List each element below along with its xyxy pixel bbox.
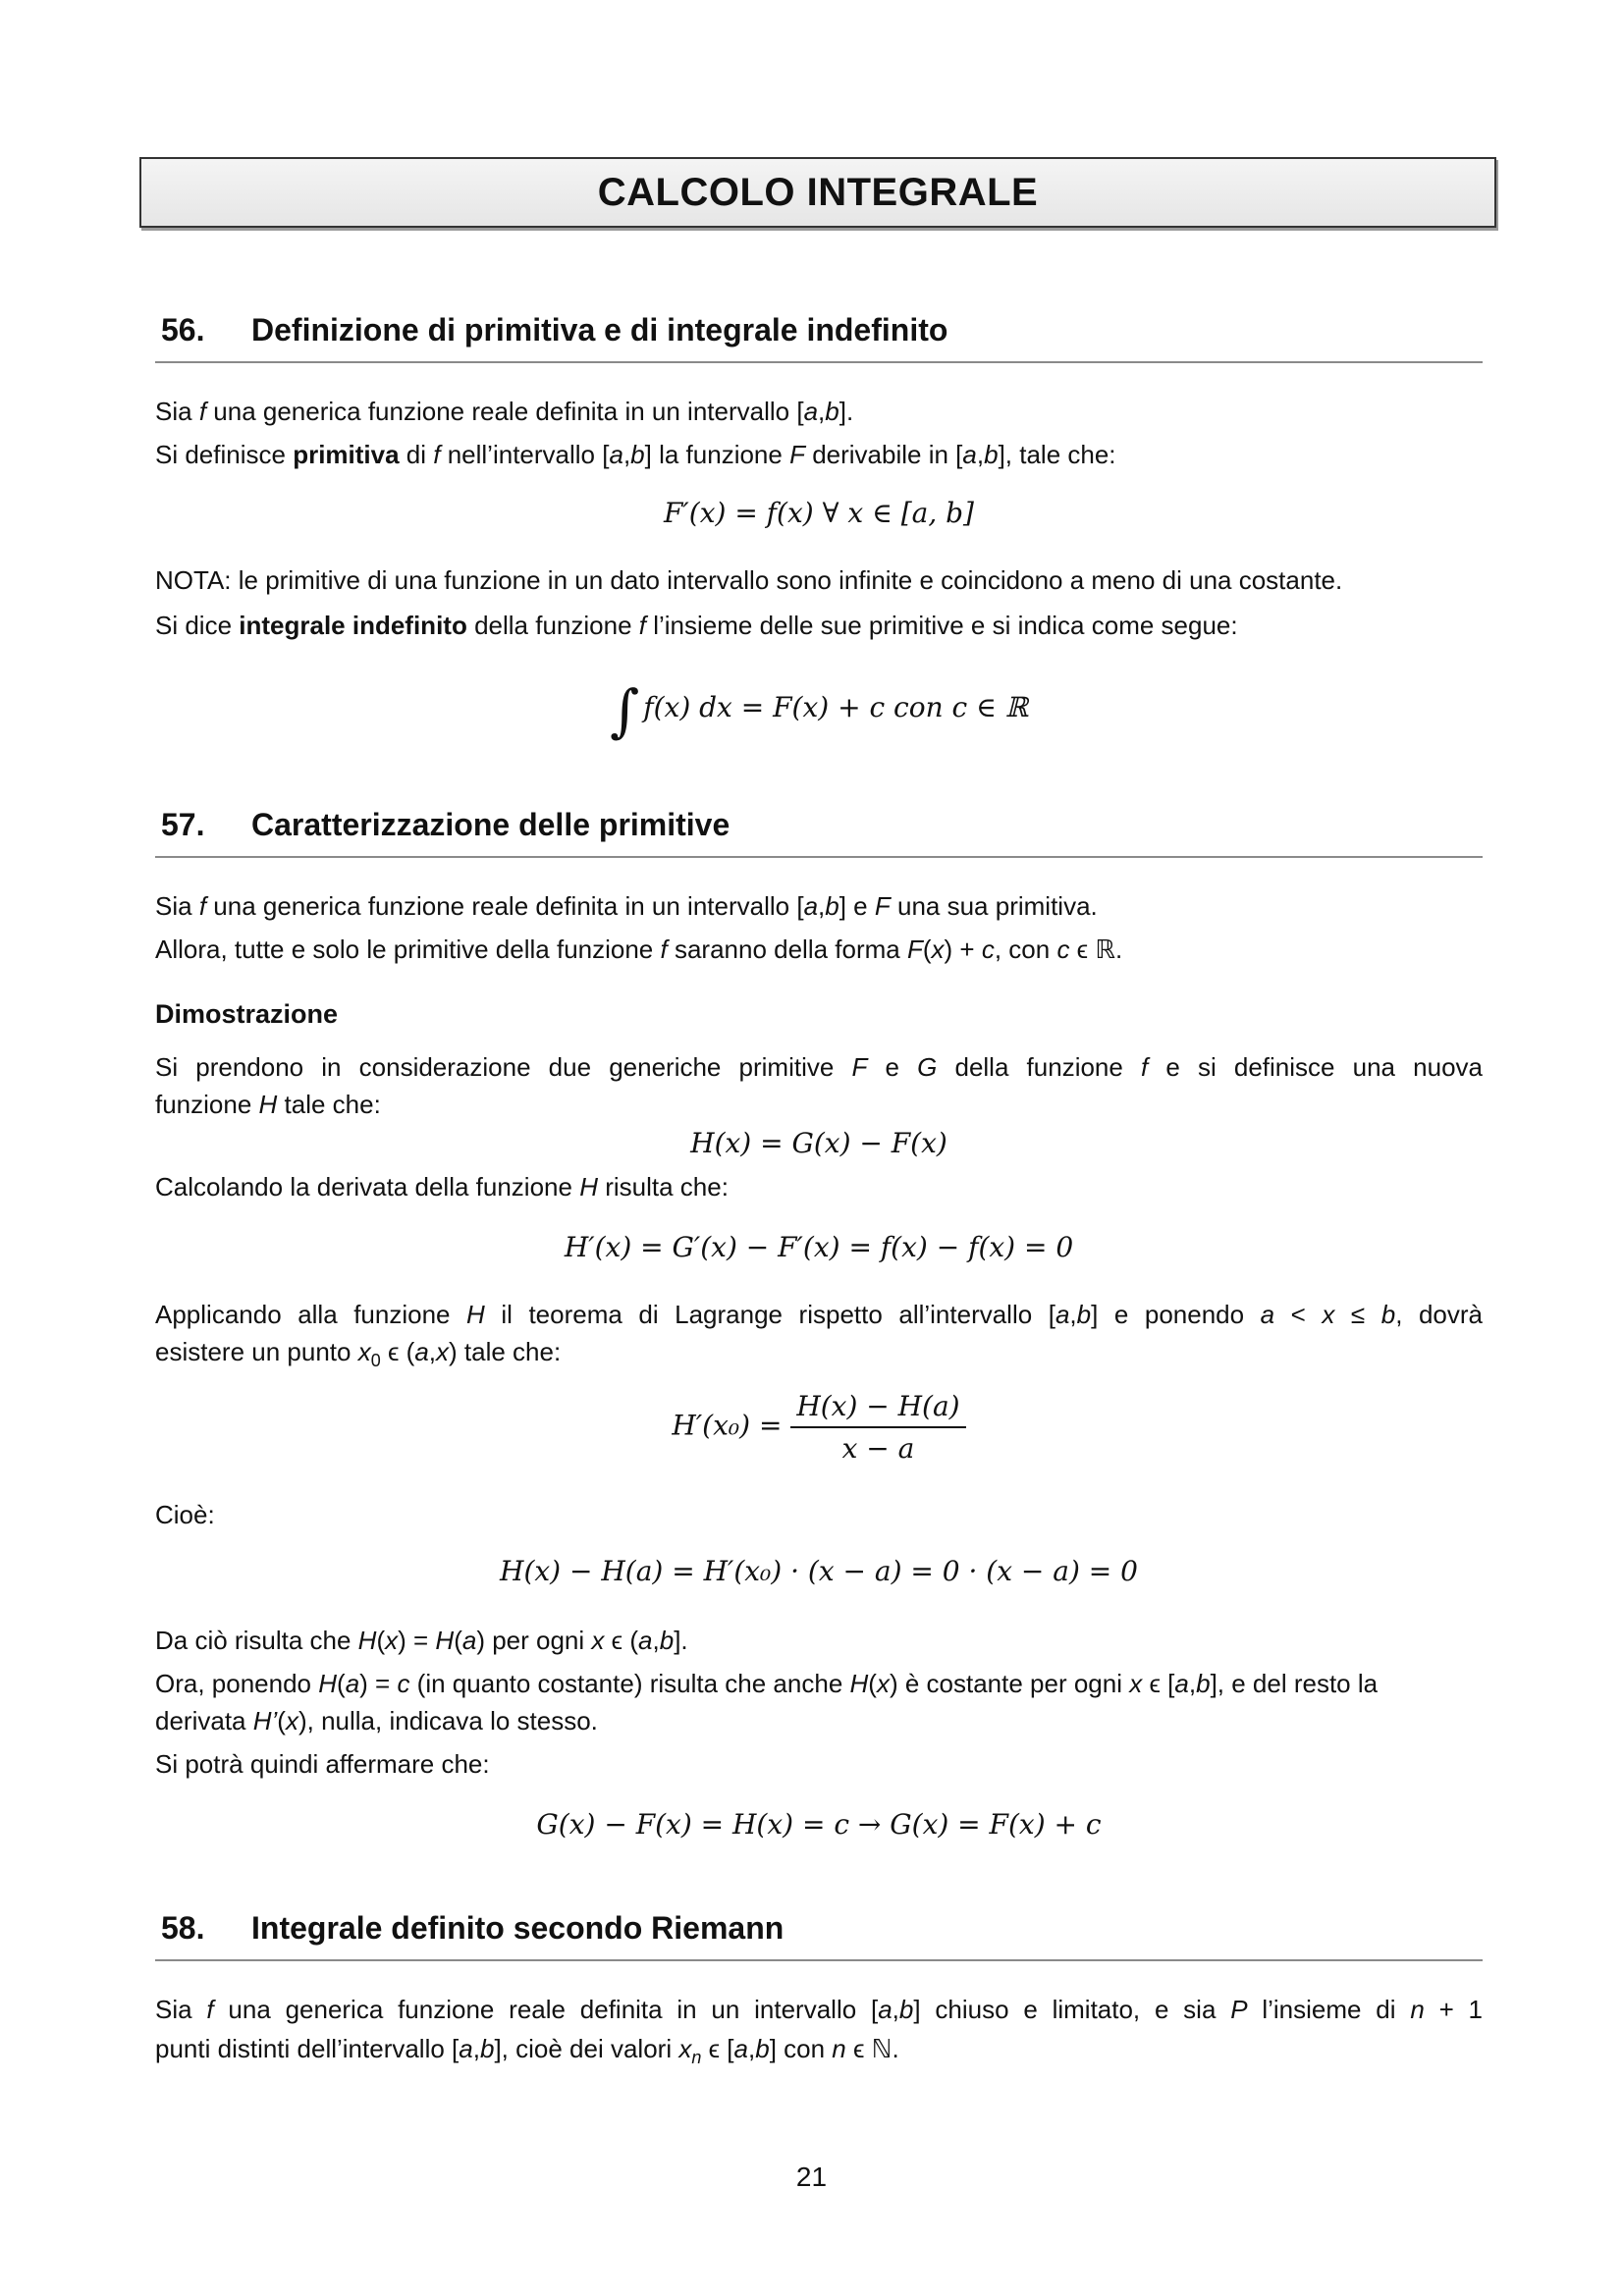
text-run: Si dice [155, 611, 240, 640]
text-run: NOTA: le primitive di una funzione in un dato intervallo sono infinite e coincidono a meno di una costante. [155, 565, 1343, 595]
text-run: b [1380, 1300, 1396, 1329]
text-run: x [357, 1337, 371, 1366]
text-run: l’insieme di [1247, 1995, 1411, 2024]
paragraph [155, 1991, 1483, 2028]
equation-indefinite-integral [155, 677, 1483, 744]
text-run: e [867, 1052, 918, 1082]
text-run: il teorema di Lagrange rispetto all’intervallo [ [484, 1300, 1055, 1329]
section-title: Definizione di primitiva e di integrale indefinito [251, 312, 948, 347]
text-run: < [1274, 1300, 1323, 1329]
text-run: ] con [769, 2034, 833, 2063]
text-run: a [878, 1995, 893, 2024]
text-run: ] la funzione [644, 440, 790, 469]
paragraph [155, 2030, 1483, 2076]
text-run: a [733, 2034, 748, 2063]
note-paragraph [155, 561, 1483, 599]
text-run: F [906, 934, 923, 964]
text-run: b [898, 1995, 914, 2024]
text-run: H [318, 1669, 338, 1698]
integral-expression: f(x) dx = F(x) + c con c ∈ ℝ [643, 691, 1028, 723]
text-run: ) = [398, 1626, 436, 1655]
text-run: Sia [155, 397, 199, 426]
text-run: , [1069, 1300, 1077, 1329]
text-run: tale che: [277, 1090, 381, 1119]
text-run: ϵ ℝ. [1069, 934, 1123, 964]
paragraph [155, 393, 1483, 430]
text-run: primitiva [293, 440, 400, 469]
text-run: funzione [155, 1090, 259, 1119]
text-run: Si potrà quindi affermare che: [155, 1749, 490, 1779]
text-run: a [1260, 1300, 1275, 1329]
section-number: 56. [161, 312, 205, 347]
text-run: F [789, 440, 805, 469]
text-run: f [638, 611, 646, 640]
paragraph [155, 1702, 1483, 1739]
text-run: a [609, 440, 623, 469]
text-run: ϵ [ [1142, 1669, 1175, 1698]
text-run: a [962, 440, 977, 469]
text-run: Calcolando la derivata della funzione [155, 1172, 580, 1201]
text-run: b [659, 1626, 675, 1655]
text-run: ) tale che: [449, 1337, 562, 1366]
paragraph [155, 887, 1483, 925]
text-run: ≤ [1334, 1300, 1381, 1329]
text-run: H [258, 1090, 278, 1119]
text-run: della funzione [466, 611, 639, 640]
paragraph [155, 436, 1483, 473]
text-run: x [931, 934, 945, 964]
text-run: Si prendono in considerazione due generiche primitive [155, 1052, 852, 1082]
text-run: ) per ogni [476, 1626, 592, 1655]
text-run: , dovrà [1395, 1300, 1483, 1329]
text-run: b [1196, 1669, 1211, 1698]
text-run: n [832, 2034, 846, 2063]
text-run: ( [277, 1706, 286, 1735]
text-run: Si definisce [155, 440, 294, 469]
text-run: a [803, 891, 819, 921]
section-heading-58 [155, 1904, 1483, 1961]
text-run: , [892, 1995, 899, 2024]
text-run: b [984, 440, 999, 469]
text-run: x [385, 1626, 399, 1655]
text-run: ]. [839, 397, 854, 426]
text-run: b [630, 440, 645, 469]
text-run: n [1410, 1995, 1425, 2024]
text-run: f [206, 1995, 214, 2024]
text-run: c [981, 934, 995, 964]
text-run: n [691, 2048, 702, 2068]
text-run: Sia [155, 1995, 207, 2024]
text-run: b [755, 2034, 770, 2063]
text-run: , [622, 440, 631, 469]
page-number: 21 [795, 2162, 828, 2192]
text-run: a [414, 1337, 429, 1366]
text-run: Cioè: [155, 1500, 215, 1529]
denominator: x − a [841, 1432, 915, 1465]
text-run: ( [868, 1669, 877, 1698]
text-run: F [851, 1052, 868, 1082]
text-run: ], tale che: [998, 440, 1116, 469]
section-number: 57. [161, 807, 205, 842]
section-heading-56 [155, 306, 1483, 363]
paragraph [155, 931, 1483, 968]
section-number: 58. [161, 1910, 205, 1946]
equation-h-derivative: H′(x) = G′(x) − F′(x) = f(x) − f(x) = 0 [564, 1231, 1074, 1263]
text-run: x [1322, 1300, 1335, 1329]
paragraph [155, 1333, 1483, 1379]
equation-conclusion: G(x) − F(x) = H(x) = c → G(x) = F(x) + c [536, 1808, 1102, 1841]
text-run: x [678, 2034, 692, 2063]
text-run: H [849, 1669, 869, 1698]
text-run: H’ [252, 1706, 278, 1735]
text-run: f [1141, 1052, 1149, 1082]
text-run: derivata [155, 1706, 253, 1735]
text-run: risulta che: [597, 1172, 729, 1201]
text-run: , con [994, 934, 1057, 964]
text-run: di [399, 440, 434, 469]
text-run: (in quanto costante) risulta che anche [409, 1669, 850, 1698]
paragraph [155, 607, 1483, 644]
text-run: x [1129, 1669, 1143, 1698]
section-title: Caratterizzazione delle primitive [251, 807, 730, 842]
text-run: a [1055, 1300, 1070, 1329]
text-run: Ora, ponendo [155, 1669, 319, 1698]
text-run: f [433, 440, 441, 469]
fraction [790, 1390, 965, 1465]
text-run: ) è costante per ogni [889, 1669, 1130, 1698]
text-run: una generica funzione reale definita in un intervallo [ [206, 891, 804, 921]
proof-heading: Dimostrazione [155, 999, 339, 1029]
text-run: b [825, 397, 839, 426]
text-run: H [357, 1626, 377, 1655]
text-run: punti distinti dell’intervallo [ [155, 2034, 460, 2063]
text-run: saranno della forma [667, 934, 907, 964]
text-run: una sua primitiva. [890, 891, 1098, 921]
section-heading-57 [155, 801, 1483, 858]
text-run: ]. [674, 1626, 688, 1655]
text-run: + 1 [1424, 1995, 1483, 2024]
text-run: nell’intervallo [ [440, 440, 610, 469]
paragraph [155, 1496, 1483, 1533]
text-run: a [345, 1669, 360, 1698]
text-run: derivabile in [ [804, 440, 963, 469]
text-run: Allora, tutte e solo le primitive della funzione [155, 934, 661, 964]
equation-h-definition: H(x) = G(x) − F(x) [690, 1127, 947, 1159]
text-run: x [876, 1669, 890, 1698]
text-run: b [1076, 1300, 1092, 1329]
text-run: , [747, 2034, 756, 2063]
text-run: ( [922, 934, 932, 964]
text-run: H [435, 1626, 455, 1655]
paragraph [155, 1296, 1483, 1333]
numerator: H(x) − H(a) [790, 1390, 965, 1428]
lagrange-lhs: H′(x₀) = [672, 1409, 783, 1442]
text-run: Sia [155, 891, 199, 921]
text-run: una generica funzione reale definita in un intervallo [ [213, 1995, 879, 2024]
equation-lagrange [155, 1390, 1483, 1465]
text-run: e si definisce una nuova [1148, 1052, 1483, 1082]
text-run: ϵ [ [701, 2034, 734, 2063]
paragraph [155, 1745, 1483, 1783]
text-run: ], cioè dei valori [494, 2034, 679, 2063]
text-run: x [591, 1626, 605, 1655]
text-run: , [428, 1337, 437, 1366]
paragraph [155, 1086, 1483, 1123]
paragraph [155, 1168, 1483, 1205]
text-run: a [1174, 1669, 1189, 1698]
text-run: ] e [839, 891, 875, 921]
text-run: H [466, 1300, 485, 1329]
text-run: , [1188, 1669, 1197, 1698]
text-run: ), nulla, indicava lo stesso. [298, 1706, 598, 1735]
chapter-title-box [139, 157, 1496, 228]
text-run: integrale indefinito [239, 611, 467, 640]
text-run: , [818, 891, 826, 921]
text-run: ( [337, 1669, 346, 1698]
text-run: x [285, 1706, 298, 1735]
text-run: G [917, 1052, 938, 1082]
text-run: x [436, 1337, 450, 1366]
text-run: ϵ ( [604, 1626, 639, 1655]
equation-h-constant: H(x) − H(a) = H′(x₀) · (x − a) = 0 · (x − a) = 0 [500, 1555, 1138, 1587]
text-run: ( [454, 1626, 462, 1655]
text-run: F [874, 891, 891, 921]
text-run: b [825, 891, 839, 921]
text-run: c [1056, 934, 1070, 964]
text-run: f [660, 934, 668, 964]
text-run: a [459, 2034, 473, 2063]
text-run: ) + [944, 934, 982, 964]
paragraph [155, 1048, 1483, 1086]
text-run: f [198, 891, 207, 921]
text-run: Da ciò risulta che [155, 1626, 358, 1655]
text-run: b [479, 2034, 495, 2063]
text-run: , [818, 397, 826, 426]
text-run: ϵ ℕ. [845, 2034, 899, 2063]
text-run: c [397, 1669, 410, 1698]
equation-primitive-definition: F′(x) = f(x) ∀ x ∈ [a, b] [664, 497, 974, 529]
text-run: P [1230, 1995, 1248, 2024]
text-run: l’insieme delle sue primitive e si indica come segue: [645, 611, 1238, 640]
text-run: ( [376, 1626, 386, 1655]
text-run: esistere un punto [155, 1337, 358, 1366]
text-run: una generica funzione reale definita in un intervallo [ [206, 397, 804, 426]
integral-sign: ∫ [610, 677, 640, 744]
text-run: H [579, 1172, 598, 1201]
text-run: 0 [370, 1351, 381, 1371]
text-run: a [461, 1626, 477, 1655]
text-run: ] e ponendo [1091, 1300, 1261, 1329]
text-run: ) = [359, 1669, 398, 1698]
section-title: Integrale definito secondo Riemann [251, 1910, 784, 1946]
text-run: a [638, 1626, 653, 1655]
text-run: f [198, 397, 207, 426]
chapter-title: CALCOLO INTEGRALE [597, 170, 1039, 214]
text-run: , [976, 440, 985, 469]
paragraph [155, 1622, 1483, 1659]
text-run: ϵ ( [380, 1337, 415, 1366]
text-run: a [803, 397, 819, 426]
paragraph [155, 1665, 1483, 1702]
text-run: ] chiuso e limitato, e sia [913, 1995, 1231, 2024]
text-run: della funzione [937, 1052, 1141, 1082]
text-run: ], e del resto la [1210, 1669, 1379, 1698]
text-run: , [472, 2034, 480, 2063]
text-run: , [652, 1626, 660, 1655]
text-run: Applicando alla funzione [155, 1300, 467, 1329]
